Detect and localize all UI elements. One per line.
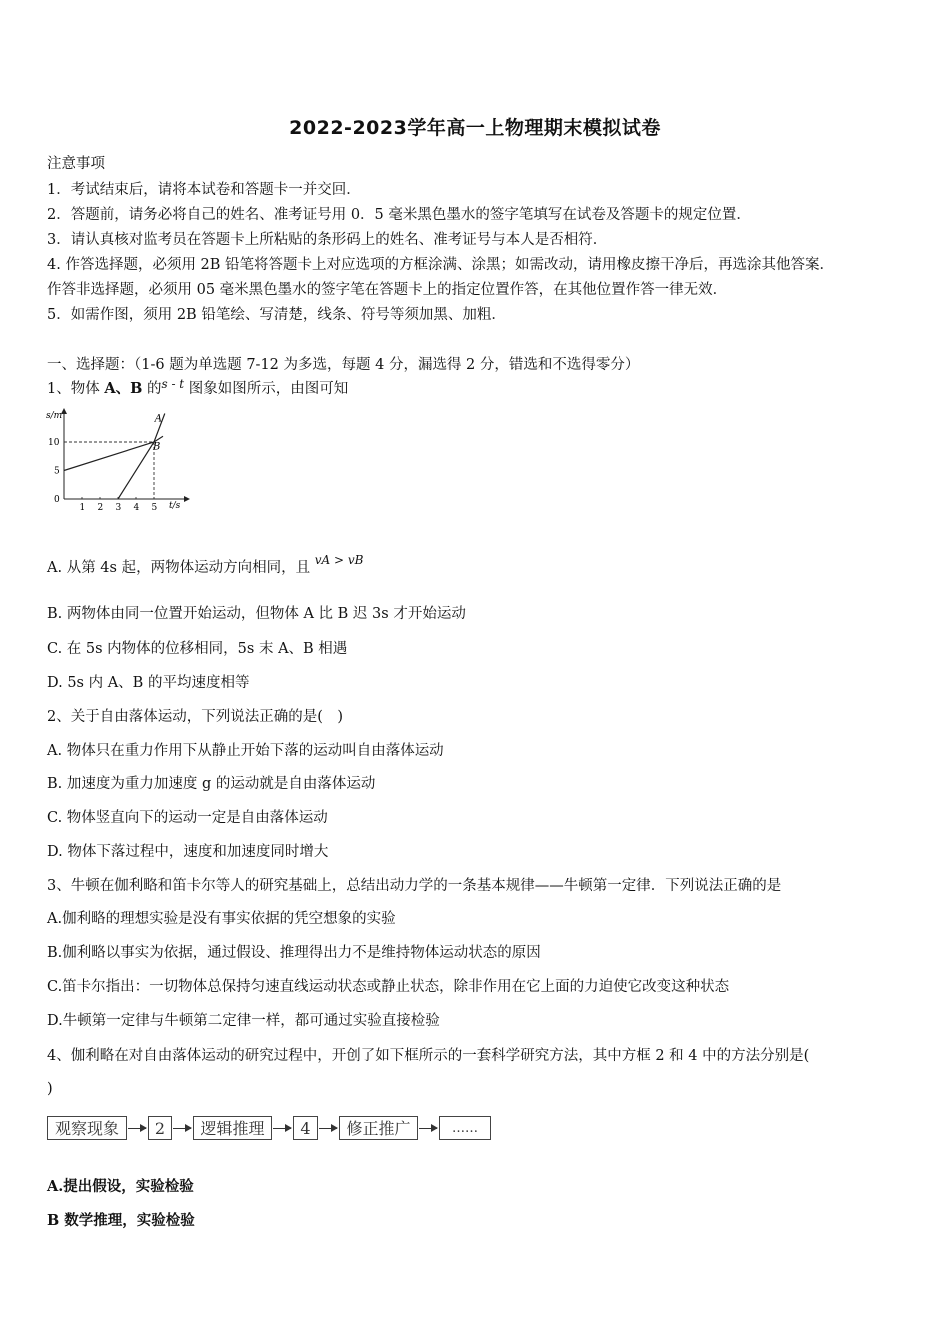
flow-box-generalize: 修正推广 xyxy=(339,1116,418,1140)
x-axis-arrow xyxy=(184,496,190,502)
page-title: 2022-2023学年高一上物理期末模拟试卷 xyxy=(289,117,661,139)
q2-option-a: A. 物体只在重力作用下从静止开始下落的运动叫自由落体运动 xyxy=(47,743,444,759)
q1-option-d: D. 5s 内 A、B 的平均速度相等 xyxy=(47,675,250,691)
notice-item-1: 1．考试结束后，请将本试卷和答题卡一并交回． xyxy=(47,182,361,198)
x-tick-label: 5 xyxy=(151,503,158,513)
y-tick-label: 10 xyxy=(48,438,60,448)
q2-option-b: B. 加速度为重力加速度 g 的运动就是自由落体运动 xyxy=(47,776,376,792)
y-tick-label: 5 xyxy=(54,466,60,477)
notice-item-4-cont: 作答非选择题，必须用 05 毫米黑色墨水的签字笔在答题卡上的指定位置作答，在其他位置作答一律无效． xyxy=(47,282,728,298)
q2-option-d: D. 物体下落过程中，速度和加速度同时增大 xyxy=(47,844,329,860)
q1-option-c: C. 在 5s 内物体的位移相同，5s 末 A、B 相遇 xyxy=(47,641,348,657)
flow-arrow xyxy=(173,1128,191,1129)
q3-option-a: A.伽利略的理想实验是没有事实依据的凭空想象的实验 xyxy=(47,911,396,927)
series-label-a: A xyxy=(154,413,163,425)
notice-item-5: 5．如需作图，须用 2B 铅笔绘、写清楚，线条、符号等须加黑、加粗． xyxy=(47,307,506,323)
y-axis-label: s/m xyxy=(46,411,63,421)
q1-stem-ab: A、B xyxy=(104,380,143,397)
series-label-b: B xyxy=(153,441,161,453)
q1-st-symbol: s - t xyxy=(161,377,185,391)
q4-stem-cont: ) xyxy=(47,1081,53,1097)
q3-option-c: C.笛卡尔指出：一切物体总保持匀速直线运动状态或静止状态，除非作用在它上面的力迫使它改变这种状态 xyxy=(47,979,730,995)
y-tick-label: 0 xyxy=(54,495,60,505)
notice-heading: 注意事项 xyxy=(47,156,105,172)
q3-stem: 3、牛顿在伽利略和笛卡尔等人的研究基础上，总结出动力学的一条基本规律——牛顿第一定律．下列说法正确的是 xyxy=(47,878,782,894)
flow-arrow xyxy=(273,1128,291,1129)
flow-arrow xyxy=(419,1128,437,1129)
x-axis-label: t/s xyxy=(169,501,181,511)
notice-item-4: 4. 作答选择题，必须用 2B 铅笔将答题卡上对应选项的方框涂满、涂黑；如需改动，请用橡皮擦干净后，再选涂其他答案． xyxy=(47,257,835,273)
q1-option-a-text: A. 从第 4s 起，两物体运动方向相同，且 xyxy=(47,560,311,576)
x-tick-label: 3 xyxy=(115,503,122,513)
flow-box-4: 4 xyxy=(293,1116,318,1140)
q4-stem: 4、伽利略在对自由落体运动的研究过程中，开创了如下框所示的一套科学研究方法，其中方框 2 和 4 中的方法分别是( xyxy=(47,1048,810,1064)
notice-item-2: 2．答题前，请务必将自己的姓名、准考证号用 0．5 毫米黑色墨水的签字笔填写在试卷及答题卡的规定位置． xyxy=(47,207,751,223)
flow-arrow xyxy=(128,1128,146,1129)
q2-option-c: C. 物体竖直向下的运动一定是自由落体运动 xyxy=(47,810,328,826)
q3-option-b: B.伽利略以事实为依据，通过假设、推理得出力不是维持物体运动状态的原因 xyxy=(47,945,541,961)
q3-option-d: D.牛顿第一定律与牛顿第二定律一样，都可通过实验直接检验 xyxy=(47,1013,440,1029)
q4-option-b: B 数学推理，实验检验 xyxy=(47,1212,195,1229)
st-graph xyxy=(38,404,198,516)
q1-stem xyxy=(47,377,348,398)
flow-box-observe: 观察现象 xyxy=(47,1116,127,1140)
series-line-a xyxy=(118,414,165,500)
x-tick-label: 1 xyxy=(79,503,86,513)
flow-arrow xyxy=(319,1128,337,1129)
x-tick-label: 4 xyxy=(133,503,140,513)
x-tick-label: 2 xyxy=(97,503,104,513)
q1-stem-c: 的 xyxy=(142,381,162,397)
q1-option-a xyxy=(47,553,364,577)
flow-box-reasoning: 逻辑推理 xyxy=(193,1116,272,1140)
section-heading: 一、选择题：（1-6 题为单选题 7-12 为多选，每题 4 分，漏选得 2 分，错选和不选得零分） xyxy=(47,357,640,373)
notice-item-3: 3．请认真核对监考员在答题卡上所粘贴的条形码上的姓名、准考证号与本人是否相符． xyxy=(47,232,608,248)
q1-stem-d: 图象如图所示，由图可知 xyxy=(184,381,349,397)
series-line-b xyxy=(64,436,163,470)
flow-box-etc: …… xyxy=(439,1116,491,1140)
q1-stem-a: 1、物体 xyxy=(47,381,105,397)
q4-option-a: A.提出假设，实验检验 xyxy=(47,1178,194,1195)
flow-box-2: 2 xyxy=(148,1116,172,1140)
q2-stem: 2、关于自由落体运动，下列说法正确的是( ) xyxy=(47,709,344,725)
q1-option-b: B. 两物体由同一位置开始运动，但物体 A 比 B 迟 3s 才开始运动 xyxy=(47,606,466,622)
q1-option-a-math: vA > vB xyxy=(314,553,364,567)
